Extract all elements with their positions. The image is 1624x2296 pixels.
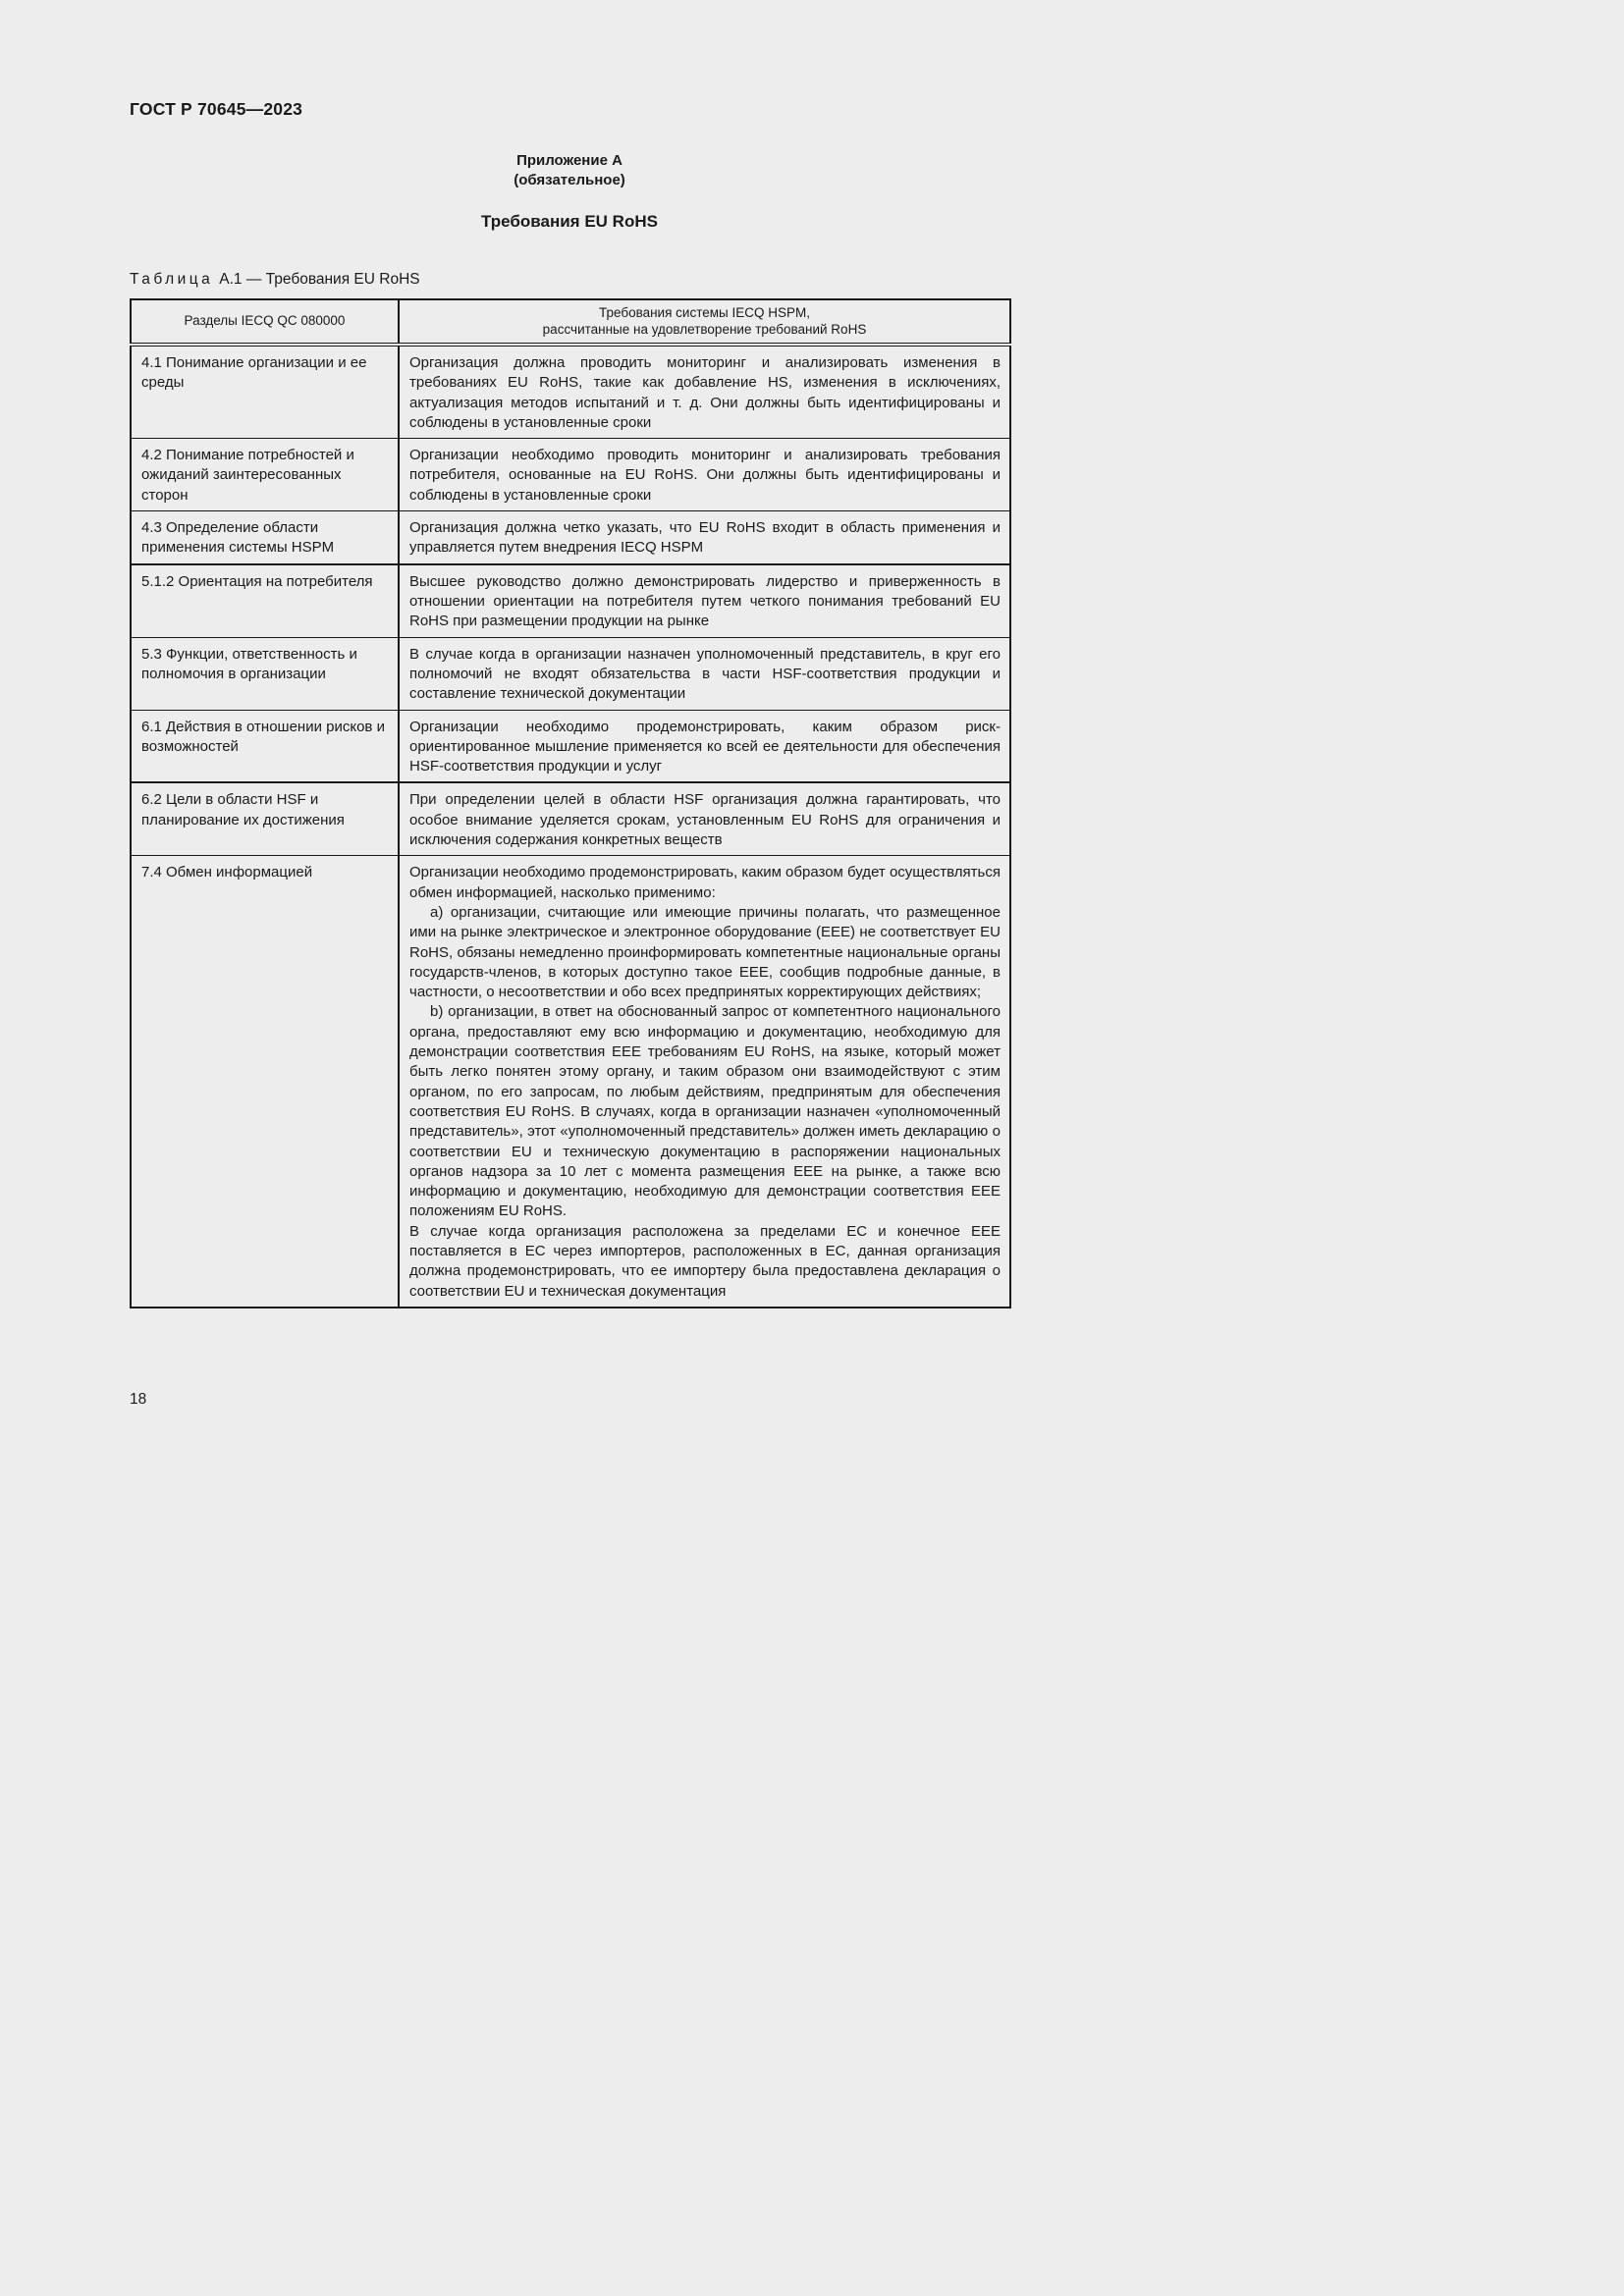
requirement-cell: В случае когда в организации назначен уполномоченный представитель, в круг его полномочий не входят обязательства в части HSF-соответствия продукции и составление технической документации	[399, 637, 1010, 710]
requirement-item-b: b) организации, в ответ на обоснованный запрос от компетентного национального органа, предоставляют ему всю информацию и документацию, необходимую для демонстрации соответствия EEE требованиям EU RoHS, на языке, который может быть легко понятен этому органу, и таким образом они взаимодействуют с этим органом, по его запросам, по любым действиям, предпринятым для обеспечения соответствия EU RoHS. В случаях, когда в организации назначен «уполномоченный представитель», этот «уполномоченный представитель» должен иметь декларацию о соответствии EU и техническую документацию в распоряжении национальных органов надзора за 10 лет с момента размещения EEE на рынке, а также всю информацию и документацию, необходимую для демонстрации соответствия EEE положениям EU RoHS.	[409, 1003, 1001, 1220]
requirements-table	[130, 298, 1011, 1308]
table-row	[131, 564, 1010, 637]
table-row	[131, 710, 1010, 782]
header-requirements-line2: рассчитанные на удовлетворение требований RoHS	[542, 321, 867, 337]
page-number: 18	[130, 1391, 147, 1408]
table-row	[131, 637, 1010, 710]
table-row	[131, 856, 1010, 1308]
header-requirements	[399, 299, 1010, 345]
requirement-cell: Организации необходимо проводить мониторинг и анализировать требования потребителя, основанные на EU RoHS. Они должны быть идентифицированы и соблюдены в установленные сроки	[399, 439, 1010, 511]
header-requirements-line1: Требования системы IECQ HSPM,	[598, 305, 810, 320]
section-cell: 6.1 Действия в отношении рисков и возможностей	[131, 710, 399, 782]
annex-title: Требования EU RoHS	[481, 212, 658, 231]
section-cell: 5.3 Функции, ответственность и полномочия в организации	[131, 637, 399, 710]
document-page	[0, 0, 1089, 1539]
header-sections: Разделы IECQ QC 080000	[131, 299, 399, 345]
table-caption-text: А.1 — Требования EU RoHS	[219, 271, 420, 288]
table-row	[131, 782, 1010, 855]
section-cell: 7.4 Обмен информацией	[131, 856, 399, 1308]
table-caption	[130, 271, 420, 289]
requirement-cell	[399, 856, 1010, 1308]
table-row	[131, 439, 1010, 511]
section-cell: 4.3 Определение области применения системы HSPM	[131, 511, 399, 564]
requirement-intro: Организации необходимо продемонстрировать, каким образом будет осуществляться обмен информацией, насколько применимо:	[409, 864, 1001, 901]
requirement-cell: Организации необходимо продемонстрировать, каким образом риск-ориентированное мышление применяется ко всей ее деятельности для обеспечения HSF-соответствия продукции и услуг	[399, 710, 1010, 782]
requirement-cell: Организация должна четко указать, что EU RoHS входит в область применения и управляется путем внедрения IECQ HSPM	[399, 511, 1010, 564]
section-cell: 4.2 Понимание потребностей и ожиданий заинтересованных сторон	[131, 439, 399, 511]
annex-status: (обязательное)	[514, 172, 625, 188]
table-row	[131, 511, 1010, 564]
annex-heading	[0, 151, 1139, 190]
section-cell: 6.2 Цели в области HSF и планирование их достижения	[131, 782, 399, 855]
table-caption-prefix: Таблица	[130, 271, 214, 288]
annex-label: Приложение А	[516, 152, 623, 169]
requirement-closing: В случае когда организация расположена за пределами ЕС и конечное EEE поставляется в ЕС через импортеров, расположенных в ЕС, данная организация должна продемонстрировать, что ее импортеру была предоставлена декларация о соответствии EU и техническая документация	[409, 1222, 1001, 1300]
table-row	[131, 345, 1010, 439]
requirement-item-a: a) организации, считающие или имеющие причины полагать, что размещенное ими на рынке электрическое и электронное оборудование (EEE) не соответствует EU RoHS, обязаны немедленно проинформировать компетентные национальные органы государств-членов, в которых доступно такое EEE, сообщив подробные данные, в частности, о несоответствии и обо всех предпринятых корректирующих действиях;	[409, 903, 1001, 1001]
requirement-cell: При определении целей в области HSF организация должна гарантировать, что особое внимание уделяется срокам, установленным EU RoHS для ограничения и исключения содержания конкретных веществ	[399, 782, 1010, 855]
requirement-cell: Высшее руководство должно демонстрировать лидерство и приверженность в отношении ориентации на потребителя путем четкого понимания требований EU RoHS при размещении продукции на рынке	[399, 564, 1010, 637]
document-id: ГОСТ Р 70645—2023	[130, 99, 303, 119]
section-cell: 5.1.2 Ориентация на потребителя	[131, 564, 399, 637]
requirement-cell: Организация должна проводить мониторинг и анализировать изменения в требованиях EU RoHS, такие как добавление HS, изменения в исключениях, актуализация методов испытаний и т. д. Они должны быть идентифицированы и соблюдены в установленные сроки	[399, 345, 1010, 439]
table-header-row	[131, 299, 1010, 345]
section-cell: 4.1 Понимание организации и ее среды	[131, 345, 399, 439]
